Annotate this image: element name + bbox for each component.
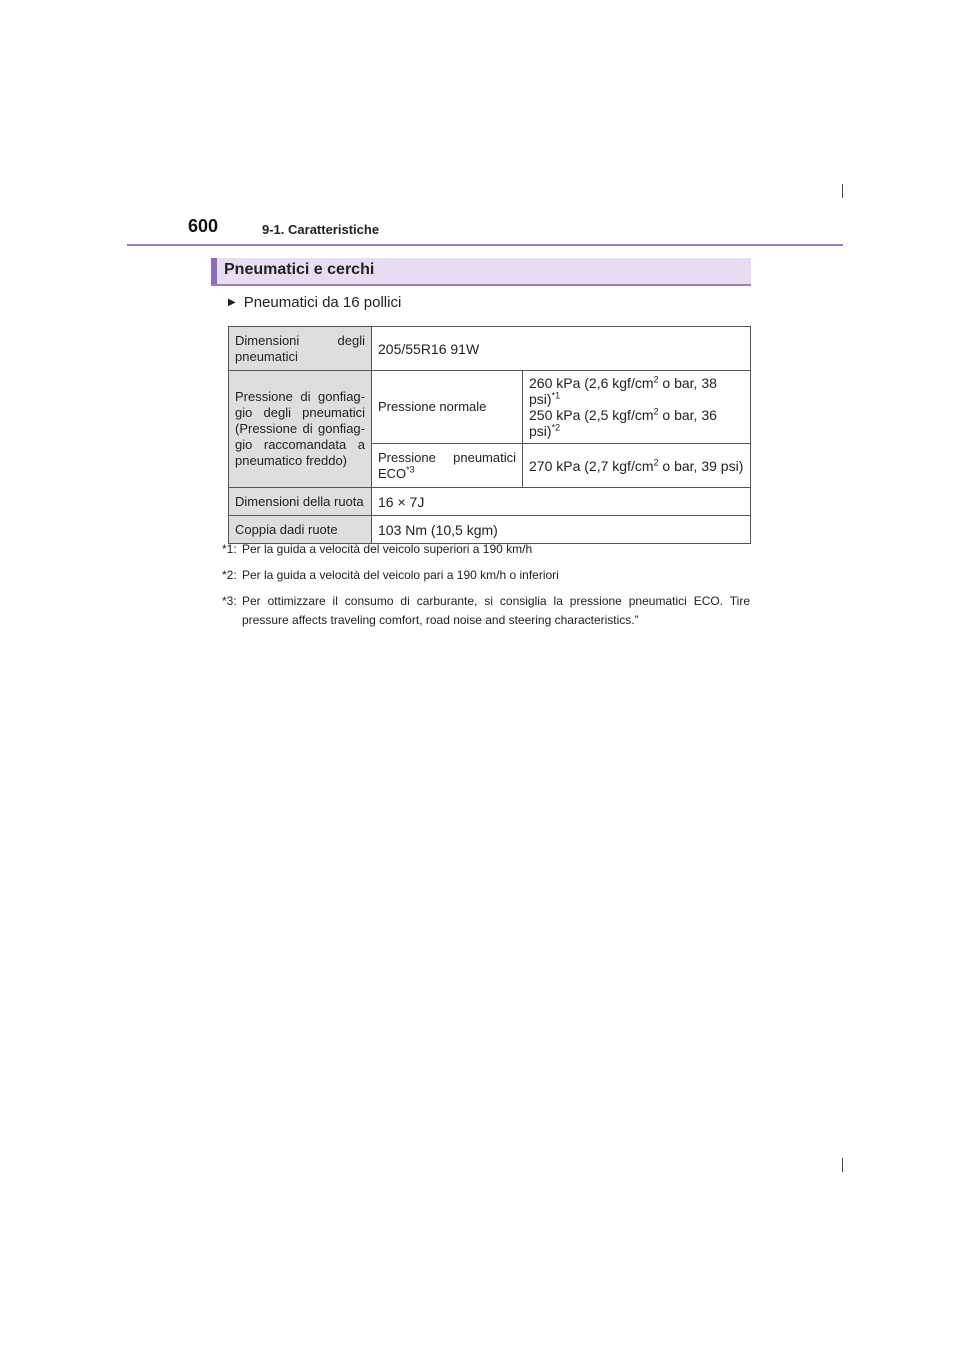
sub-value	[523, 371, 751, 444]
footnote-1: *1: Per la guida a velocità del veicolo superiori a 190 km/h	[222, 542, 533, 556]
table-row	[229, 488, 751, 516]
sub-label: Pressione normale	[372, 371, 523, 444]
value-line: 250 kPa (2,5 kgf/$cm^2$ o bar, 36 psi)$^{*2}$	[529, 406, 717, 439]
crop-mark-bottom	[842, 1158, 843, 1172]
table-row	[229, 327, 751, 371]
row-label: Coppia dadi ruote	[229, 516, 372, 544]
sub-value: 270 kPa (2,7 kgf/$cm^2$ o bar, 39 psi)	[523, 444, 751, 488]
row-label: Dimensioni degli pneumatici	[229, 327, 372, 371]
heading-box	[211, 258, 751, 286]
row-value: 205/55R16 91W	[372, 327, 751, 371]
row-value: 103 Nm (10,5 kgm)	[372, 516, 751, 544]
row-value: 16 × 7J	[372, 488, 751, 516]
subheading	[228, 294, 401, 311]
page-number: 600	[188, 216, 219, 236]
triangle-bullet-icon: ▶	[228, 297, 236, 308]
subheading-text: Pneumatici da 16 pollici	[243, 294, 402, 311]
header-rule	[127, 244, 843, 246]
heading-accent-bar	[211, 258, 217, 284]
section-title: 9-1. Caratteristiche	[262, 222, 380, 237]
table-row	[229, 371, 751, 444]
heading-title: Pneumatici e cerchi	[224, 261, 375, 278]
spec-table	[228, 326, 751, 544]
footnote-2: *2: Per la guida a velocità del veicolo pari a 190 km/h o inferiori	[222, 568, 559, 582]
row-label: Pressione di gonfiag-gio degli pneumatici (Pressione di gonfiag-gio raccomandata a pneumatico freddo)	[229, 371, 372, 488]
footnote-ref: *2	[551, 422, 561, 433]
crop-mark-top	[842, 184, 843, 198]
value-line: 260 kPa (2,6 kgf/$cm^2$ o bar, 38 psi)$^{*1}$	[529, 374, 717, 407]
footnote-3: *3: Per ottimizzare il consumo di carburante, si consiglia la pressione pneumatici ECO. Tire pressure affects traveling comfort, road noise and steering characteristics.”	[222, 594, 750, 627]
sub-label: Pressione pneumatici ECO$^{*3}$	[372, 444, 523, 488]
footnote-ref: *1	[551, 390, 561, 401]
row-label: Dimensioni della ruota	[229, 488, 372, 516]
footnote-ref: *3	[406, 464, 415, 475]
